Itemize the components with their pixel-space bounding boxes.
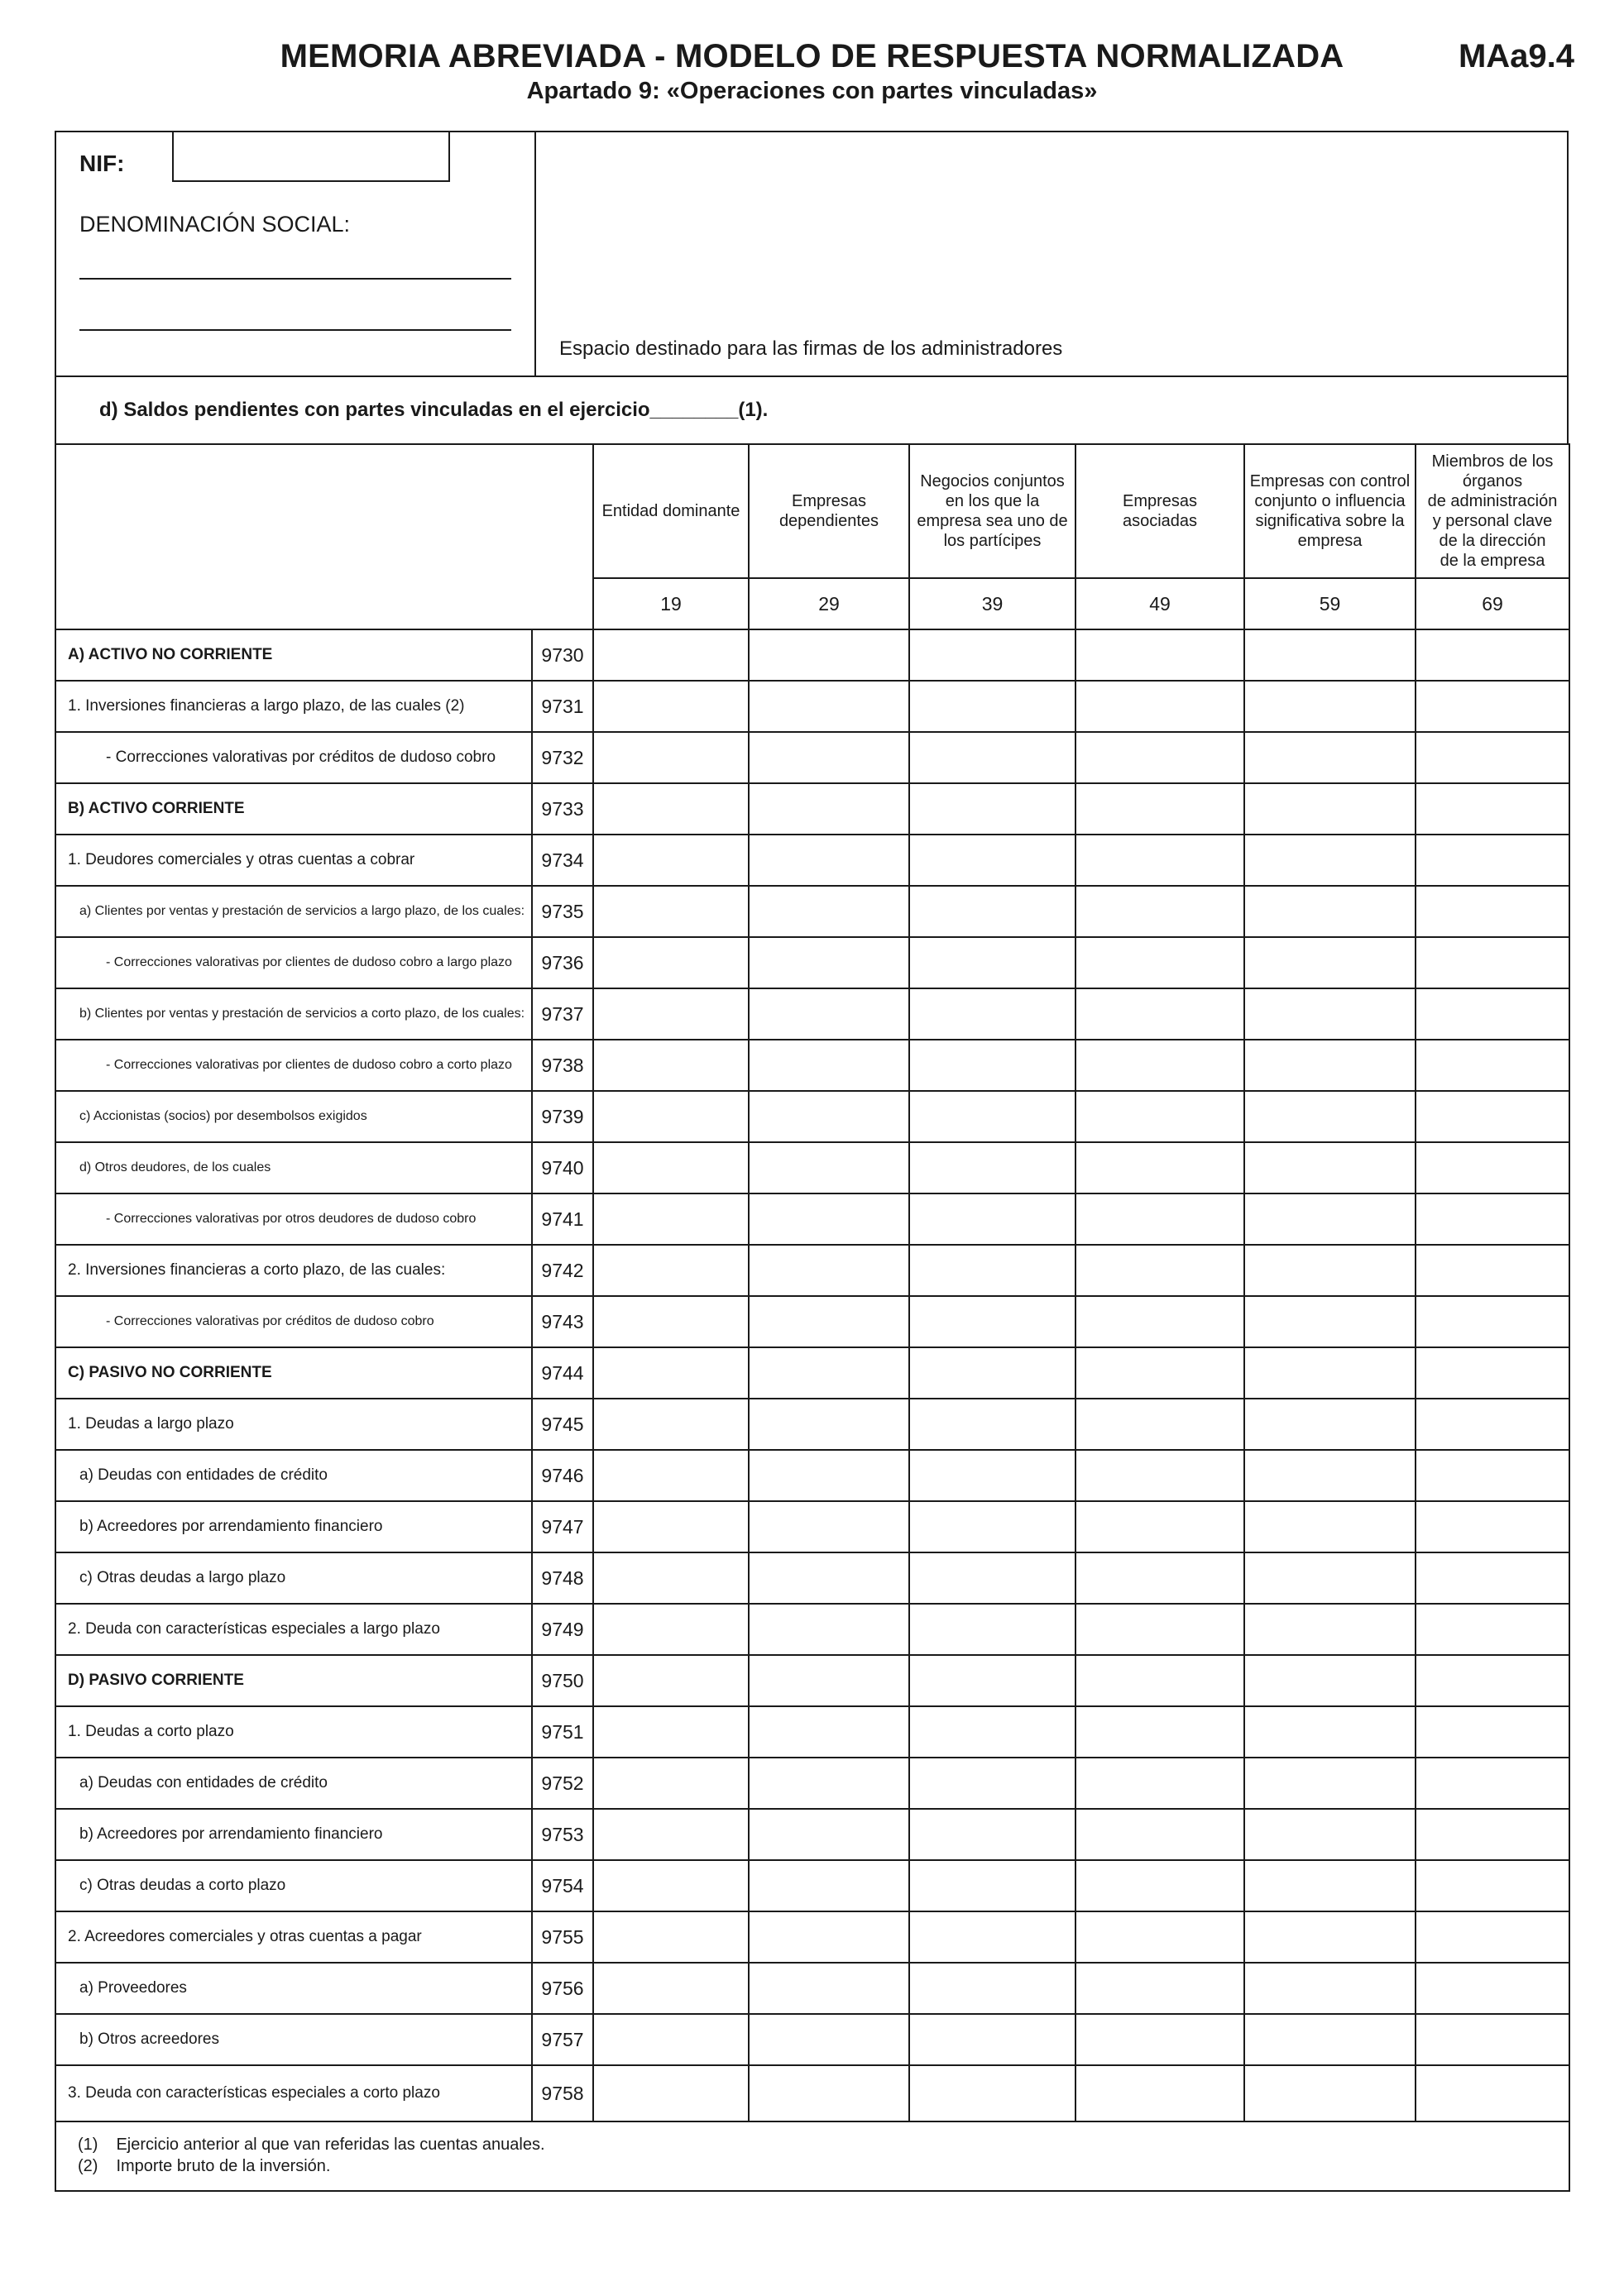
value-input-cell[interactable] [749,2014,909,2065]
value-input-cell[interactable] [749,1552,909,1604]
value-input-cell[interactable] [1244,1552,1416,1604]
value-input-cell[interactable] [1416,1450,1569,1501]
value-input-cell[interactable] [909,1911,1075,1963]
value-input-cell[interactable] [1244,1809,1416,1860]
value-input-cell[interactable] [1075,937,1244,988]
value-input-cell[interactable] [593,1142,749,1193]
value-input-cell[interactable] [593,1809,749,1860]
footnotes [55,2121,1569,2191]
value-input-cell[interactable] [1416,1245,1569,1296]
value-input-cell[interactable] [749,988,909,1040]
value-input-cell[interactable] [593,1399,749,1450]
value-input-cell[interactable] [1416,1142,1569,1193]
value-input-cell[interactable] [1416,783,1569,835]
value-input-cell[interactable] [1416,1604,1569,1655]
value-input-cell[interactable] [1244,1091,1416,1142]
row-label: A) ACTIVO NO CORRIENTE [55,629,532,681]
value-input-cell[interactable] [1416,1963,1569,2014]
row-label: c) Otras deudas a largo plazo [55,1552,532,1604]
table-row [55,1758,1569,1809]
balances-table [55,443,1570,2192]
value-input-cell[interactable] [909,988,1075,1040]
value-input-cell[interactable] [1075,1604,1244,1655]
table-row [55,1399,1569,1450]
value-input-cell[interactable] [909,1758,1075,1809]
table-row [55,1552,1569,1604]
value-input-cell[interactable] [593,2014,749,2065]
column-number-5: 59 [1244,578,1416,629]
value-input-cell[interactable] [1244,1193,1416,1245]
value-input-cell[interactable] [909,1963,1075,2014]
row-code: 9732 [532,732,593,783]
value-input-cell[interactable] [1075,988,1244,1040]
value-input-cell[interactable] [909,1604,1075,1655]
value-input-cell[interactable] [1244,988,1416,1040]
value-input-cell[interactable] [1075,1758,1244,1809]
value-input-cell[interactable] [1244,886,1416,937]
row-label: 2. Acreedores comerciales y otras cuentas a pagar [55,1911,532,1963]
footnote-text: Importe bruto de la inversión. [116,2157,331,2175]
row-label: - Correcciones valorativas por créditos de dudoso cobro [55,1296,532,1347]
row-label: - Correcciones valorativas por clientes de dudoso cobro a corto plazo [55,1040,532,1091]
table-row [55,1040,1569,1091]
value-input-cell[interactable] [1416,1809,1569,1860]
value-input-cell[interactable] [1244,2065,1416,2121]
row-code: 9757 [532,2014,593,2065]
value-input-cell[interactable] [749,1604,909,1655]
table-row [55,1706,1569,1758]
value-input-cell[interactable] [909,732,1075,783]
table-row [55,1963,1569,2014]
value-input-cell[interactable] [1244,1963,1416,2014]
value-input-cell[interactable] [1416,2014,1569,2065]
value-input-cell[interactable] [1075,1706,1244,1758]
value-input-cell[interactable] [593,1655,749,1706]
denominacion-label: DENOMINACIÓN SOCIAL: [79,212,351,237]
value-input-cell[interactable] [749,1809,909,1860]
form-title: MEMORIA ABREVIADA - MODELO DE RESPUESTA NORMALIZADA [280,38,1344,74]
value-input-cell[interactable] [749,1758,909,1809]
value-input-cell[interactable] [749,1706,909,1758]
value-input-cell[interactable] [1416,629,1569,681]
header-blank-cell [55,444,593,629]
form-code: MAa9.4 [1458,38,1574,74]
table-row [55,886,1569,937]
value-input-cell[interactable] [593,1450,749,1501]
value-input-cell[interactable] [1416,1296,1569,1347]
value-input-cell[interactable] [909,1347,1075,1399]
row-code: 9742 [532,1245,593,1296]
value-input-cell[interactable] [1075,1399,1244,1450]
row-code: 9731 [532,681,593,732]
signature-area-label: Espacio destinado para las firmas de los administradores [559,337,1063,360]
value-input-cell[interactable] [1416,1399,1569,1450]
table-row [55,835,1569,886]
value-input-cell[interactable] [1075,1552,1244,1604]
value-input-cell[interactable] [1244,1142,1416,1193]
value-input-cell[interactable] [1416,937,1569,988]
table-row [55,1091,1569,1142]
value-input-cell[interactable] [1244,1399,1416,1450]
row-label: 1. Inversiones financieras a largo plazo, de las cuales (2) [55,681,532,732]
value-input-cell[interactable] [1416,988,1569,1040]
value-input-cell[interactable] [1075,1809,1244,1860]
value-input-cell[interactable] [909,1040,1075,1091]
value-input-cell[interactable] [749,886,909,937]
denominacion-field-line-2[interactable] [79,329,511,331]
value-input-cell[interactable] [749,732,909,783]
row-code: 9746 [532,1450,593,1501]
row-label: 1. Deudores comerciales y otras cuentas a cobrar [55,835,532,886]
value-input-cell[interactable] [749,1245,909,1296]
table-row [55,732,1569,783]
value-input-cell[interactable] [1244,1655,1416,1706]
value-input-cell[interactable] [909,2014,1075,2065]
row-label: D) PASIVO CORRIENTE [55,1655,532,1706]
value-input-cell[interactable] [749,1655,909,1706]
value-input-cell[interactable] [1075,1911,1244,1963]
row-label: - Correcciones valorativas por clientes de dudoso cobro a largo plazo [55,937,532,988]
value-input-cell[interactable] [1075,629,1244,681]
table-row [55,681,1569,732]
value-input-cell[interactable] [1416,1193,1569,1245]
value-input-cell[interactable] [909,1552,1075,1604]
value-input-cell[interactable] [1075,835,1244,886]
nif-input[interactable] [172,132,450,182]
value-input-cell[interactable] [909,1501,1075,1552]
row-code: 9748 [532,1552,593,1604]
column-header-3: Negocios conjuntos en los que la empresa sea uno de los partícipes [909,444,1075,578]
value-input-cell[interactable] [909,1091,1075,1142]
value-input-cell[interactable] [749,1399,909,1450]
value-input-cell[interactable] [1075,1296,1244,1347]
value-input-cell[interactable] [909,1399,1075,1450]
value-input-cell[interactable] [593,1501,749,1552]
value-input-cell[interactable] [593,1296,749,1347]
row-code: 9737 [532,988,593,1040]
value-input-cell[interactable] [593,1091,749,1142]
row-code: 9739 [532,1091,593,1142]
row-code: 9753 [532,1809,593,1860]
value-input-cell[interactable] [749,1142,909,1193]
value-input-cell[interactable] [1416,2065,1569,2121]
value-input-cell[interactable] [1244,937,1416,988]
column-header-1: Entidad dominante [593,444,749,578]
value-input-cell[interactable] [749,835,909,886]
value-input-cell[interactable] [749,1911,909,1963]
value-input-cell[interactable] [593,1860,749,1911]
value-input-cell[interactable] [1075,1501,1244,1552]
column-number-2: 29 [749,578,909,629]
value-input-cell[interactable] [593,629,749,681]
value-input-cell[interactable] [1075,1347,1244,1399]
value-input-cell[interactable] [1416,732,1569,783]
value-input-cell[interactable] [909,783,1075,835]
table-row [55,988,1569,1040]
value-input-cell[interactable] [593,937,749,988]
row-label: b) Acreedores por arrendamiento financiero [55,1809,532,1860]
value-input-cell[interactable] [1244,1860,1416,1911]
value-input-cell[interactable] [1075,1040,1244,1091]
row-code: 9756 [532,1963,593,2014]
row-code: 9745 [532,1399,593,1450]
value-input-cell[interactable] [593,988,749,1040]
row-code: 9735 [532,886,593,937]
value-input-cell[interactable] [593,835,749,886]
row-code: 9758 [532,2065,593,2121]
value-input-cell[interactable] [593,1706,749,1758]
value-input-cell[interactable] [1244,1040,1416,1091]
value-input-cell[interactable] [1075,1860,1244,1911]
value-input-cell[interactable] [1416,1655,1569,1706]
value-input-cell[interactable] [1075,1245,1244,1296]
value-input-cell[interactable] [909,1450,1075,1501]
value-input-cell[interactable] [1416,1040,1569,1091]
row-label: 2. Inversiones financieras a corto plazo, de las cuales: [55,1245,532,1296]
table-row [55,1347,1569,1399]
value-input-cell[interactable] [1244,1911,1416,1963]
value-input-cell[interactable] [909,937,1075,988]
value-input-cell[interactable] [1075,732,1244,783]
value-input-cell[interactable] [593,1911,749,1963]
value-input-cell[interactable] [1075,1450,1244,1501]
value-input-cell[interactable] [593,681,749,732]
value-input-cell[interactable] [1075,681,1244,732]
column-header-2: Empresas dependientes [749,444,909,578]
value-input-cell[interactable] [1244,1604,1416,1655]
row-code: 9747 [532,1501,593,1552]
footnote-text: Ejercicio anterior al que van referidas las cuentas anuales. [116,2136,545,2154]
footnote-mark: (1) [78,2136,98,2154]
value-input-cell[interactable] [909,681,1075,732]
value-input-cell[interactable] [749,783,909,835]
value-input-cell[interactable] [1244,681,1416,732]
value-input-cell[interactable] [749,1296,909,1347]
row-code: 9744 [532,1347,593,1399]
value-input-cell[interactable] [909,1245,1075,1296]
row-code: 9743 [532,1296,593,1347]
value-input-cell[interactable] [593,1963,749,2014]
value-input-cell[interactable] [1244,732,1416,783]
table-row [55,1245,1569,1296]
value-input-cell[interactable] [593,1245,749,1296]
value-input-cell[interactable] [909,1296,1075,1347]
row-code: 9754 [532,1860,593,1911]
value-input-cell[interactable] [909,1193,1075,1245]
column-header-4: Empresas asociadas [1075,444,1244,578]
value-input-cell[interactable] [1244,1501,1416,1552]
value-input-cell[interactable] [593,732,749,783]
section-title: d) Saldos pendientes con partes vinculadas en el ejercicio________(1). [99,399,769,421]
table-row [55,1809,1569,1860]
table-row [55,1655,1569,1706]
table-row [55,2065,1569,2121]
value-input-cell[interactable] [749,1193,909,1245]
row-label: B) ACTIVO CORRIENTE [55,783,532,835]
value-input-cell[interactable] [593,783,749,835]
column-number-6: 69 [1416,578,1569,629]
value-input-cell[interactable] [749,1860,909,1911]
value-input-cell[interactable] [593,1604,749,1655]
row-label: 1. Deudas a corto plazo [55,1706,532,1758]
value-input-cell[interactable] [593,1758,749,1809]
column-header-5: Empresas con control conjunto o influencia significativa sobre la empresa [1244,444,1416,578]
value-input-cell[interactable] [1244,1450,1416,1501]
row-label: b) Acreedores por arrendamiento financiero [55,1501,532,1552]
value-input-cell[interactable] [1416,1091,1569,1142]
value-input-cell[interactable] [1416,1347,1569,1399]
value-input-cell[interactable] [749,937,909,988]
denominacion-field-line-1[interactable] [79,278,511,280]
value-input-cell[interactable] [593,886,749,937]
value-input-cell[interactable] [1075,886,1244,937]
table-row [55,629,1569,681]
row-label: b) Clientes por ventas y prestación de servicios a corto plazo, de los cuales: [55,988,532,1040]
value-input-cell[interactable] [593,1193,749,1245]
value-input-cell[interactable] [1075,783,1244,835]
value-input-cell[interactable] [909,1860,1075,1911]
row-label: 2. Deuda con características especiales a largo plazo [55,1604,532,1655]
table-row [55,1193,1569,1245]
table-row [55,1911,1569,1963]
value-input-cell[interactable] [909,1809,1075,1860]
column-number-4: 49 [1075,578,1244,629]
value-input-cell[interactable] [909,2065,1075,2121]
value-input-cell[interactable] [1244,1245,1416,1296]
row-code: 9751 [532,1706,593,1758]
form-subtitle: Apartado 9: «Operaciones con partes vinculadas» [526,78,1098,104]
value-input-cell[interactable] [1416,1860,1569,1911]
table-row [55,1860,1569,1911]
row-code: 9755 [532,1911,593,1963]
row-code: 9734 [532,835,593,886]
row-label: C) PASIVO NO CORRIENTE [55,1347,532,1399]
value-input-cell[interactable] [1416,1552,1569,1604]
table-row [55,937,1569,988]
nif-label: NIF: [79,151,125,176]
row-label: a) Clientes por ventas y prestación de servicios a largo plazo, de los cuales: [55,886,532,937]
value-input-cell[interactable] [1416,681,1569,732]
value-input-cell[interactable] [1244,1296,1416,1347]
table-row [55,1501,1569,1552]
value-input-cell[interactable] [1416,835,1569,886]
value-input-cell[interactable] [1244,1758,1416,1809]
row-label: - Correcciones valorativas por créditos de dudoso cobro [55,732,532,783]
value-input-cell[interactable] [749,2065,909,2121]
row-label: a) Deudas con entidades de crédito [55,1450,532,1501]
value-input-cell[interactable] [749,629,909,681]
value-input-cell[interactable] [1075,1655,1244,1706]
footnote-mark: (2) [78,2157,98,2175]
value-input-cell[interactable] [909,886,1075,937]
row-code: 9740 [532,1142,593,1193]
value-input-cell[interactable] [749,1450,909,1501]
row-label: - Correcciones valorativas por otros deudores de dudoso cobro [55,1193,532,1245]
value-input-cell[interactable] [1244,835,1416,886]
table-row [55,1604,1569,1655]
value-input-cell[interactable] [1075,2014,1244,2065]
value-input-cell[interactable] [593,1347,749,1399]
row-code: 9730 [532,629,593,681]
value-input-cell[interactable] [1244,2014,1416,2065]
row-label: c) Otras deudas a corto plazo [55,1860,532,1911]
row-code: 9749 [532,1604,593,1655]
value-input-cell[interactable] [593,1552,749,1604]
value-input-cell[interactable] [593,2065,749,2121]
footnote [78,2134,1569,2155]
row-label: b) Otros acreedores [55,2014,532,2065]
value-input-cell[interactable] [1075,1193,1244,1245]
footnote [78,2155,1569,2177]
value-input-cell[interactable] [749,1091,909,1142]
value-input-cell[interactable] [909,1706,1075,1758]
row-code: 9752 [532,1758,593,1809]
value-input-cell[interactable] [1244,1706,1416,1758]
value-input-cell[interactable] [1416,1758,1569,1809]
value-input-cell[interactable] [1244,629,1416,681]
row-label: a) Deudas con entidades de crédito [55,1758,532,1809]
table-row [55,1142,1569,1193]
value-input-cell[interactable] [749,1963,909,2014]
value-input-cell[interactable] [1075,1091,1244,1142]
row-label: 1. Deudas a largo plazo [55,1399,532,1450]
value-input-cell[interactable] [1075,1963,1244,2014]
row-label: c) Accionistas (socios) por desembolsos exigidos [55,1091,532,1142]
row-code: 9741 [532,1193,593,1245]
table-row [55,2014,1569,2065]
value-input-cell[interactable] [1416,886,1569,937]
identification-divider [534,131,536,377]
column-number-1: 19 [593,578,749,629]
row-code: 9750 [532,1655,593,1706]
table-row [55,783,1569,835]
value-input-cell[interactable] [1075,1142,1244,1193]
value-input-cell[interactable] [1244,783,1416,835]
value-input-cell[interactable] [749,1501,909,1552]
value-input-cell[interactable] [909,835,1075,886]
value-input-cell[interactable] [593,1040,749,1091]
value-input-cell[interactable] [749,1347,909,1399]
row-label: a) Proveedores [55,1963,532,2014]
value-input-cell[interactable] [749,1040,909,1091]
value-input-cell[interactable] [1416,1501,1569,1552]
value-input-cell[interactable] [1416,1911,1569,1963]
column-number-3: 39 [909,578,1075,629]
value-input-cell[interactable] [909,1142,1075,1193]
column-header-6: Miembros de los órganos de administración y personal clave de la dirección de la empresa [1416,444,1569,578]
value-input-cell[interactable] [749,681,909,732]
row-label: 3. Deuda con características especiales a corto plazo [55,2065,532,2121]
table-row [55,1296,1569,1347]
row-label: d) Otros deudores, de los cuales [55,1142,532,1193]
value-input-cell[interactable] [1416,1706,1569,1758]
row-code: 9733 [532,783,593,835]
value-input-cell[interactable] [1075,2065,1244,2121]
row-code: 9736 [532,937,593,988]
value-input-cell[interactable] [1244,1347,1416,1399]
value-input-cell[interactable] [909,629,1075,681]
value-input-cell[interactable] [909,1655,1075,1706]
row-code: 9738 [532,1040,593,1091]
table-row [55,1450,1569,1501]
